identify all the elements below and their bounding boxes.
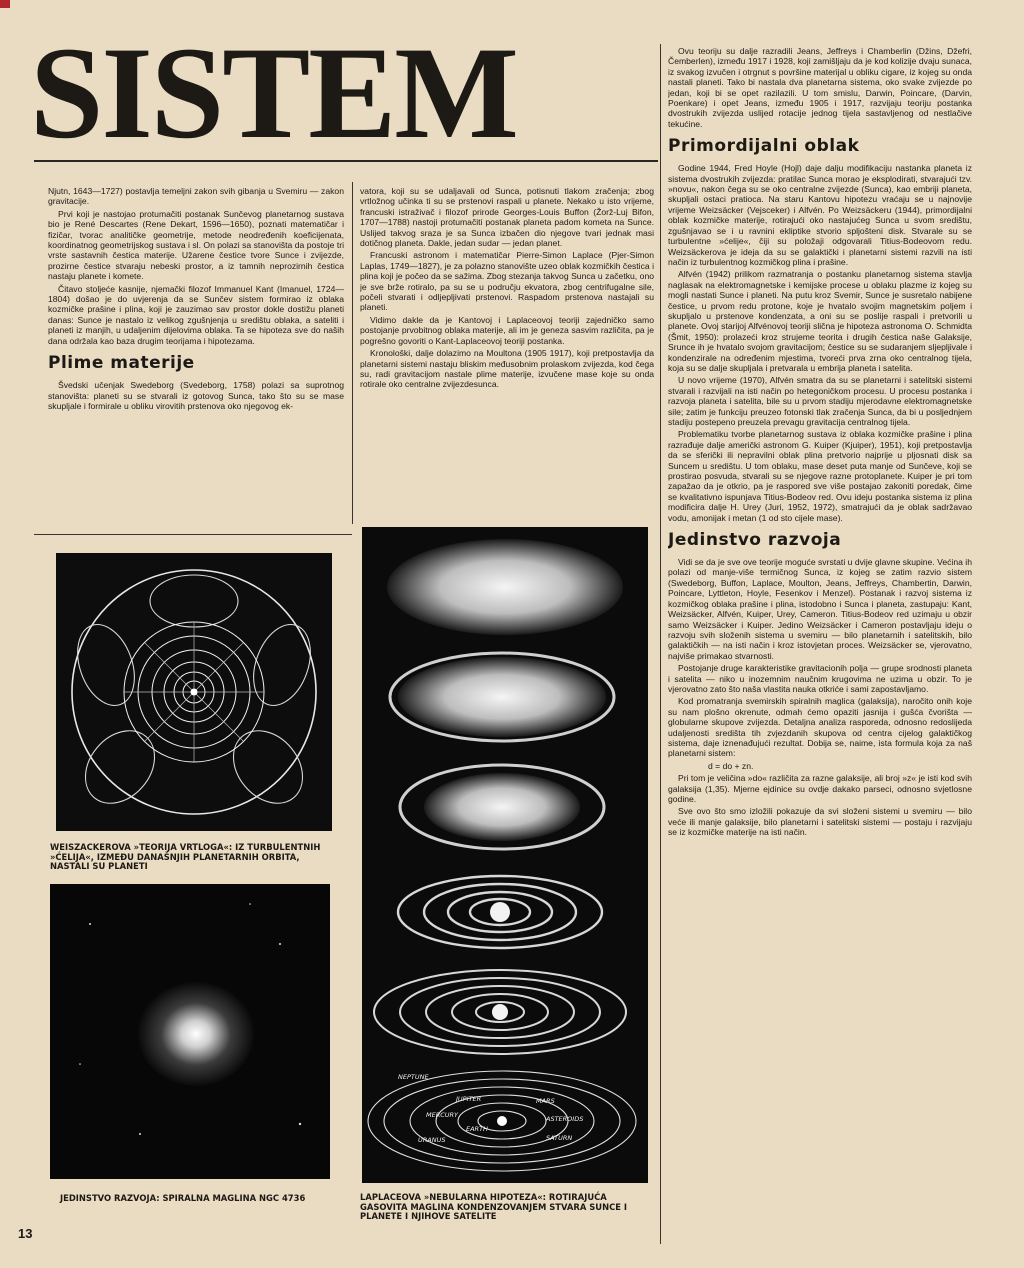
- paragraph: Sve ovo što smo izložili pokazuje da svi složeni sistemi u svemiru — bilo veće ili manje galaksije, bilo planetarni i satelitski sistemi — postaju i razvijaju se iz kozmičke materije na isti način.: [668, 806, 972, 838]
- paragraph: U novo vrijeme (1970), Alfvén smatra da su se planetarni i satelitski sistemi stvarali i razvijali na isti način po hetegoničkom procesu. U procesu postanka i razvoja planeta i satelita, bile su u prvom stadiju mjerodavne elektromagnetske sile; zatim je funkciju preuzeo fotonski tlak zračenja Sunca, da bi u posljednjem stadiju postepeno preuzela prevagu gravitacija centralnog tijela.: [668, 375, 972, 427]
- paragraph: Švedski učenjak Swedeborg (Svedeborg, 1758) polazi sa suprotnog stanovišta: planeti su se stvarali iz gotovog Sunca, tako što su se mase skupljale i formirale u obliku virovitih prstenova oko njegovog ek-: [48, 380, 344, 411]
- paragraph: Alfvén (1942) prilikom razmatranja o postanku planetarnog sistema stavlja naglasak na elektromagnetske i kemijske procese u oblaku plazme iz kojeg su mogli nastati Sunce i planeti. Na putu kroz Svemir, Sunce je susretalo nabijene čestice, u prvom redu protone, koje je hvatalo svojim magnetskim poljem i skupljalo u prstenove kondenzata, a oni su se poslije raspali i pretvorili u planete. Ovoj starijoj Alfvénovoj teoriji slična je hipoteza astronoma O. Schmidta (Šmit, 1950): prolazeći kroz strujeme teorita i drugih čestica naše Galaksije, Srunce ih je hvatalo svojom gravitacijom; čestice su se sudaranjem sljepljivale i kondenzirale na određenim mjestima, tvoreći prva zrna oko centralnog tijela, koja su se dalje skupljala i pretvarala u embrija planeta i satelita.: [668, 269, 972, 373]
- caption-spiral: JEDINSTVO RAZVOJA: SPIRALNA MAGLINA NGC 4736: [60, 1193, 306, 1203]
- paragraph: Kronološki, dalje dolazimo na Moultona (1905 1917), koji pretpostavlja da planetarni sistemi nastaju bliskim međusobnim prolaskom zvijezda, kod čega su, radi gravitacijom nastale plime materije, izvučene mase koje su onda rotirale oko centralne zvijezdesunca.: [360, 348, 654, 390]
- subheading-plime: Plime materije: [48, 353, 195, 374]
- laplace-nebular-figure: [362, 527, 648, 1183]
- paragraph: Vidi se da je sve ove teorije moguće svrstati u dvije glavne skupine. Većina ih polazi od manje-više termičnog Sunca, iz kojeg se zatim razvio sistem (Swedeborg, Buffon, Laplace, Moulton, Jeans, Jeffreys, Chambertin, Darwin, Poincare, Lyttleton, Hoyle, Fesenkov i Menzel). Postanak i razvoj sistema iz kozmičkog oblaka prašine i plina, istodobno i Sunca i planeta, zastupaju: Kant, Weizsäcker, Alfvén, Kuiper, Urey, Cameron. Titius-Bodeov red uzimaju u obzir samo Weizsäcker i Kuiper. Jedino Weizsäcker i Cameron postavljaju ideju o razvoju svih složenih sistema u svemiru — bilo planetarnih i satelitskih, bilo galaktičkih — na isti način i kroz istovjetan proces. Weizsäcker se, vjerovatno, najviše primakao stvarnosti.: [668, 557, 972, 661]
- label-neptune: NEPTUNE: [398, 1073, 429, 1081]
- section-divider: [34, 534, 352, 535]
- label-uranus: URANUS: [418, 1136, 446, 1144]
- column-divider-2: [660, 44, 661, 1244]
- article-column-3: [668, 46, 972, 1236]
- paragraph: Pri tom je veličina »do« različita za razne galaksije, ali broj »z« je isti kod svih galaksija (1,35). Mjerne ejdinice su ovdje dakako parseci, odnosno svjetlosne godine.: [668, 773, 972, 804]
- column-divider-1: [352, 182, 353, 524]
- paragraph: Godine 1944, Fred Hoyle (Hojl) daje dalju modifikaciju nastanka planeta iz sistema dvostrukih zvijezda: pratilac Sunca morao je eksplodirati, stvarajući tzv. »novu«, nakon čega su se oko centralne zvijezde (Sunca), kao embriji planeta, skupljali ostaci pratioca. Na staru Kantovu hipotezu vraćaju se u najnovije vrijeme Weizsäcker (Vejsceker) i Alfvén. Po Weizsäckeru (1944), primordijalni oblak kozmičke materije, rotirajući oko nastajućeg Sunca u svom središtu, zgušnjavao se i u ravnini ekliptike stvorio spljošteni disk. Stvarale su se turbulentne »ćelije«, čiji su položaji odgovarali Titius-Bodeovom redu. Weizsäckerova je ideja da su se galaktički i planetarni sistemi razvili na isti način iz turbulentnog kozmičkog plina i prašine.: [668, 163, 972, 267]
- weizsacker-vortex-figure: [56, 553, 332, 831]
- page-number: 13: [18, 1226, 33, 1241]
- subheading-primordijalni: Primordijalni oblak: [668, 136, 860, 157]
- spiral-nebula-photo: [50, 884, 330, 1179]
- paragraph: Problematiku tvorbe planetarnog sustava iz oblaka kozmičke prašine i plina razrađuje dalje američki astronom G. Kuiper (Kjuiper), 1951), koji pretpostavlja da se sferički ili nepravilni oblak plina pretvorio najprije u pljosnati disk sa Suncem u središtu. U tom oblaku, mase deset puta manje od Sunčeve, koji se prostirao posvuda, stvarali su se njegove razne protoplanete. Kuiper je pri tom zapažao da je otkrio, pa je raspored sve više postajao zakoniti poredak, čime se kvalitativno ispunjava Titius-Bodeov red. Ovu ideju postanka sistema iz plina modificira dalje H. Urey (Juri, 1952, 1972), smatrajući da je oblak sadržavao vodu, amonijak i metan (1 od sto cijele mase).: [668, 429, 972, 523]
- paragraph: Njutn, 1643—1727) postavlja temeljni zakon svih gibanja u Svemiru — zakon gravitacije.: [48, 186, 344, 207]
- title-rule: [34, 160, 658, 162]
- caption-weizsacker: WEISZACKEROVA »TEORIJA VRTLOGA«: IZ TURBULENTNIH »ĆELIJA«, IZMEĐU DANAŠNJIH PLANETARNIH ORBITA, NASTALI SU PLANETI: [50, 842, 321, 872]
- article-column-1: [48, 186, 344, 526]
- label-mercury: MERCURY: [426, 1111, 459, 1119]
- label-mars: MARS: [536, 1097, 555, 1105]
- paragraph: Ovu teoriju su dalje razradili Jeans, Jeffreys i Chamberlin (Džins, Džefri, Čemberlen), između 1917 i 1928, koji zamišljaju da je kod kolizije dvaju sunaca, iz svakog izvučen i otrgnut s površine materijal u obliku cigare, iz kojeg su onda nastali planeti. Tako bi nastala dva planetarna sistema, oko svake zvijezde po jedan, koji bi se opet razilazili. U tom smislu, Darwin, Poincare, (Darvin, Poenkare) i opet Jeans, između 1905 i 1917, razvijaju teoriju postanka dvostrukih zvijezda uslijed rotacije jednog tijela sastavljenog od nestlačive tekućine.: [668, 46, 972, 129]
- caption-laplace: LAPLACEOVA »NEBULARNA HIPOTEZA«: ROTIRAJUĆA GASOVITA MAGLINA KONDENZOVANJEM STVARA SUNCE I PLANETE I NJIHOVE SATELITE: [360, 1192, 627, 1222]
- label-jupiter: JUPITER: [456, 1095, 482, 1103]
- paragraph: Postojanje druge karakteristike gravitacionih polja — grupe srodnosti planeta i satelita — niko u inozemnim naučnim krugovima ne uzima u obzir. To je vjerovatno zato što naša vlastita nauka otkriće i sami zapostavljamo.: [668, 663, 972, 694]
- paragraph: Francuski astronom i matematičar Pierre-Simon Laplace (Pjer-Simon Laplas, 1749—1827), je za polazno stanovište uzeo oblak kozmičkih čestica i plina koji je počeo da se sažima. Zbog stezanja takvog Sunca u začetku, ono je sve brže rotiralo, pa su se u području ekvatora, zbog centrifugalne sile, počeli stvarati i odljepljivati prstenovi. Raspadom prstenova nastajali su planeti.: [360, 250, 654, 313]
- formula: d = do + zn.: [708, 760, 754, 771]
- paragraph: Kod promatranja svemirskih spiralnih maglica (galaksija), naročito onih koje su nam plošno okrenute, odmah ćemo opaziti jasnija i gušća čvorišta — globularne skupove zvijezda. Detaljna analiza rasporeda, odnosno redoslijeda udaljenosti središta tih zvjezdanih skupova od centra cijelog galaktičkog sistema, daje iznenađujući rezultat. Dobija se, naime, ista formula koja za naš planetarni sistem:: [668, 696, 972, 759]
- paragraph: Prvi koji je nastojao protumačiti postanak Sunčevog planetarnog sustava bio je René Descartes (Rene Dekart, 1596—1650), poznati matematičar i fizičar, tvorac analitičke geometrije, metode neodređenih koeficijenata, koordinatnog geometrijskog sustava i sl. On polazi sa stanovišta da postoje tri vrste sastavnih čestica materije. Užarene čestice tvore Sunce i zvijezde, prozirne čestice stvaraju nebeski prostor, a iz tamnih neprozirnih čestica nastaju planete i komete.: [48, 208, 344, 282]
- paragraph: Čitavo stoljeće kasnije, njemački filozof Immanuel Kant (Imanuel, 1724—1804) došao je do uvjerenja da se Sunčev sistem formirao iz oblaka kozmičke prašine i plina, koji je zauzimao sav prostor dokle dostižu planeti danas: Sunce je nastalo iz velikog zgušnjenja u središtu oblaka, a sateliti i planeti iz manjih, u udaljenim dijelovima oblaka. Ta se hipoteza sve do naših dana održala kao baza drugim teorijama i hipotezama.: [48, 283, 344, 346]
- label-earth: EARTH: [466, 1125, 488, 1133]
- label-saturn: SATURN: [546, 1134, 573, 1142]
- paragraph: Vidimo dakle da je Kantovoj i Laplaceovoj teoriji zajedničko samo postojanje prvobitnog oblaka materije, ali im je geneza sasvim različita, pa je pogrešno govoriti o Kant-Laplaceovoj teoriji postanka.: [360, 314, 654, 346]
- red-corner-mark: [0, 0, 10, 8]
- article-column-2: [360, 186, 654, 516]
- subheading-jedinstvo: Jedinstvo razvoja: [668, 530, 842, 551]
- page-title: SISTEM: [30, 38, 517, 148]
- paragraph: vatora, koji su se udaljavali od Sunca, potisnuti tlakom zračenja; zbog vrtložnog učinka ti su se prstenovi raspali u planete. Nekako u isto vrijeme, francuski istraživač i filozof prirode Georges-Louis Buffon (Žorž-Luj Bifon, 1707—1788) nastoji protumačiti postanak planeta padom kometa na Sunce. Uslijed takvog sraza je sa Sunca izbačen dio njegove tvari jednak masi dotičnog planeta. Dakle, jedan sudar — jedan planet.: [360, 186, 654, 249]
- label-asteroids: ASTEROIDS: [546, 1115, 584, 1123]
